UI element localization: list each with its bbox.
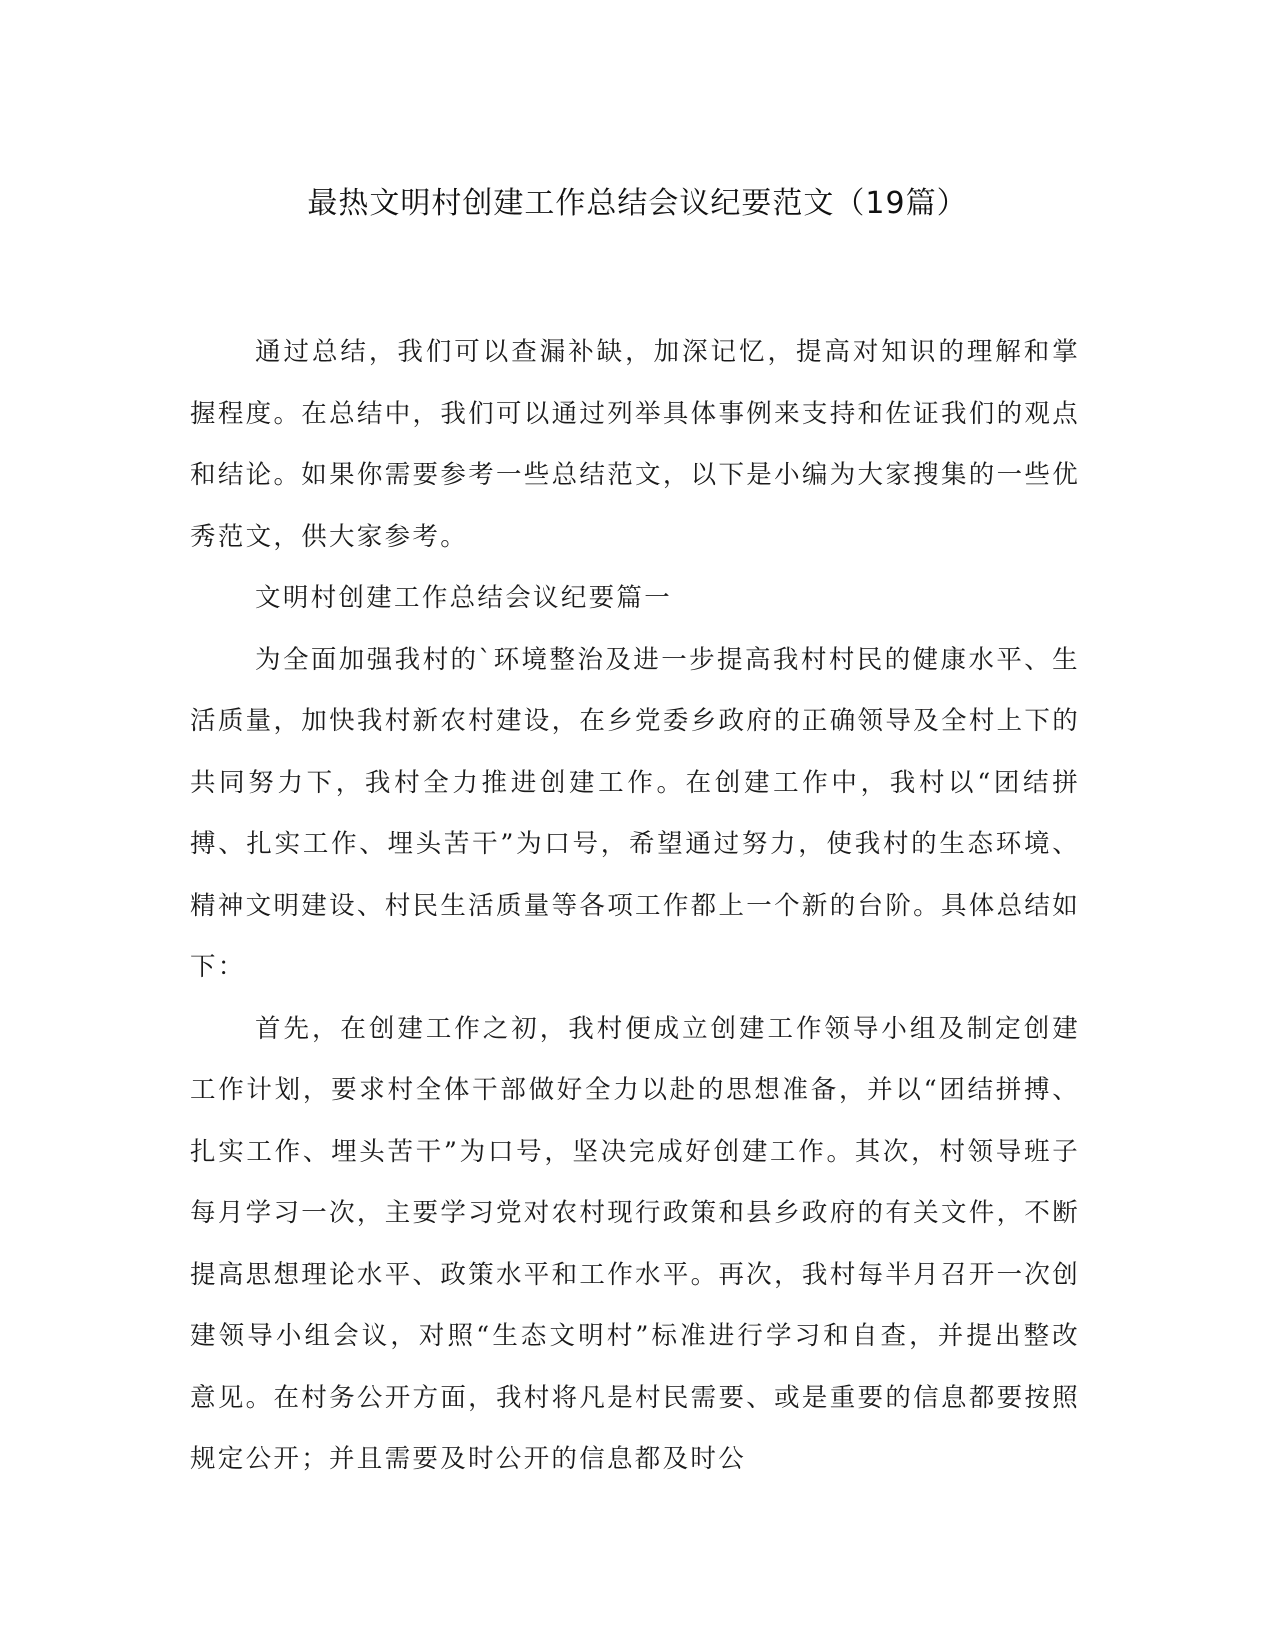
body-paragraph: 首先，在创建工作之初，我村便成立创建工作领导小组及制定创建工作计划，要求村全体干部做好全力以赴的思想准备，并以“团结拼搏、扎实工作、埋头苦干”为口号，坚决完成好创建工作。其次，村领导班子每月学习一次，主要学习党对农村现行政策和县乡政府的有关文件，不断提高思想理论水平、政策水平和工作水平。再次，我村每半月召开一次创建领导小组会议，对照“生态文明村”标准进行学习和自查，并提出整改意见。在村务公开方面，我村将凡是村民需要、或是重要的信息都要按照规定公开；并且需要及时公开的信息都及时公	[190, 1013, 1080, 1474]
section-heading: 文明村创建工作总结会议纪要篇一	[255, 583, 673, 613]
document-title: 最热文明村创建工作总结会议纪要范文（19篇）	[307, 186, 968, 221]
body-paragraph: 为全面加强我村的`环境整治及进一步提高我村村民的健康水平、生活质量，加快我村新农村建设，在乡党委乡政府的正确领导及全村上下的共同努力下，我村全力推进创建工作。在创建工作中，我村以“团结拼搏、扎实工作、埋头苦干”为口号，希望通过努力，使我村的生态环境、精神文明建设、村民生活质量等各项工作都上一个新的台阶。具体总结如下：	[190, 644, 1080, 982]
document-body	[190, 322, 1080, 1491]
intro-paragraph: 通过总结，我们可以查漏补缺，加深记忆，提高对知识的理解和掌握程度。在总结中，我们可以通过列举具体事例来支持和佐证我们的观点和结论。如果你需要参考一些总结范文，以下是小编为大家搜集的一些优秀范文，供大家参考。	[190, 337, 1080, 552]
